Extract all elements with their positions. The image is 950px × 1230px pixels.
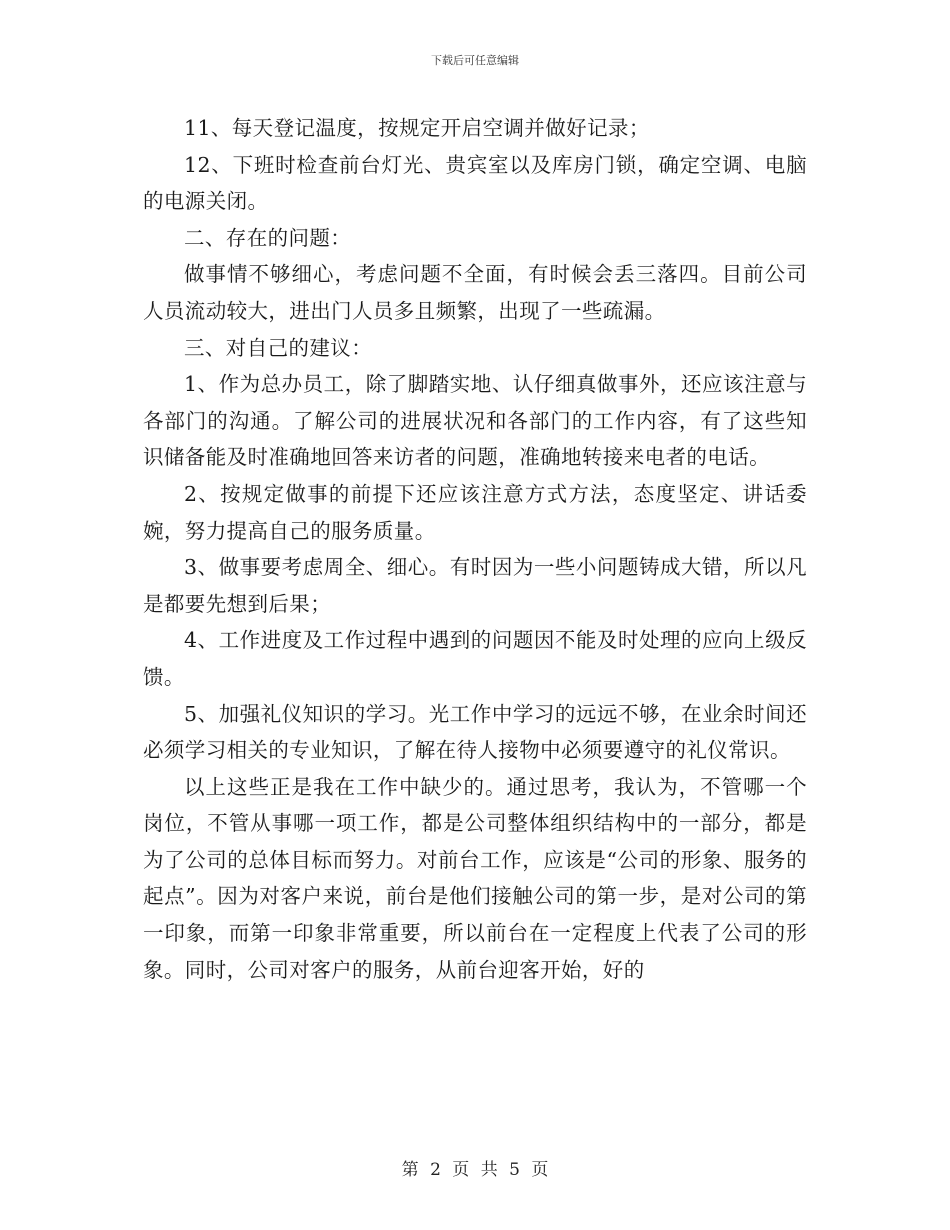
paragraph-problems: 做事情不够细心，考虑问题不全面，有时候会丢三落四。目前公司人员流动较大，进出门人员多且频繁，出现了一些疏漏。 bbox=[143, 262, 807, 323]
page-number: 第 2 页 共 5 页 bbox=[401, 1160, 549, 1180]
suggestion-item-4: 4、工作进度及工作过程中遇到的问题因不能及时处理的应向上级反馈。 bbox=[143, 628, 807, 689]
paragraph-item-11: 11、每天登记温度，按规定开启空调并做好记录； bbox=[184, 116, 650, 140]
suggestion-item-3: 3、做事要考虑周全、细心。有时因为一些小问题铸成大错，所以凡是都要先想到后果； bbox=[143, 555, 807, 616]
suggestion-item-1: 1、作为总办员工，除了脚踏实地、认仔细真做事外，还应该注意与各部门的沟通。了解公司的进展状况和各部门的工作内容，有了这些知识储备能及时准确地回答来访者的问题，准确地转接来电者的电话。 bbox=[143, 372, 807, 470]
section-heading-suggestions: 三、对自己的建议： bbox=[184, 335, 373, 360]
paragraph-item-12: 12、下班时检查前台灯光、贵宾室以及库房门锁，确定空调、电脑的电源关闭。 bbox=[143, 152, 807, 214]
page-header-note: 下载后可任意编辑 bbox=[431, 54, 519, 67]
section-heading-problems: 二、存在的问题： bbox=[184, 225, 352, 250]
paragraph-summary: 以上这些正是我在工作中缺少的。通过思考，我认为，不管哪一个岗位，不管从事哪一项工作，都是公司整体组织结构中的一部分，都是为了公司的总体目标而努力。对前台工作，应该是“公司的形象、服务的起点”。因为对客户来说，前台是他们接触公司的第一步，是对公司的第一印象，而第一印象非常重要，所以前台在一定程度上代表了公司的形象。同时，公司对客户的服务，从前台迎客开始，好的 bbox=[143, 774, 807, 982]
suggestion-item-2: 2、按规定做事的前提下还应该注意方式方法，态度坚定、讲话委婉，努力提高自己的服务质量。 bbox=[143, 481, 807, 543]
suggestion-item-5: 5、加强礼仪知识的学习。光工作中学习的远远不够，在业余时间还必须学习相关的专业知识，了解在待人接物中必须要遵守的礼仪常识。 bbox=[143, 701, 807, 763]
document-body bbox=[143, 110, 807, 988]
